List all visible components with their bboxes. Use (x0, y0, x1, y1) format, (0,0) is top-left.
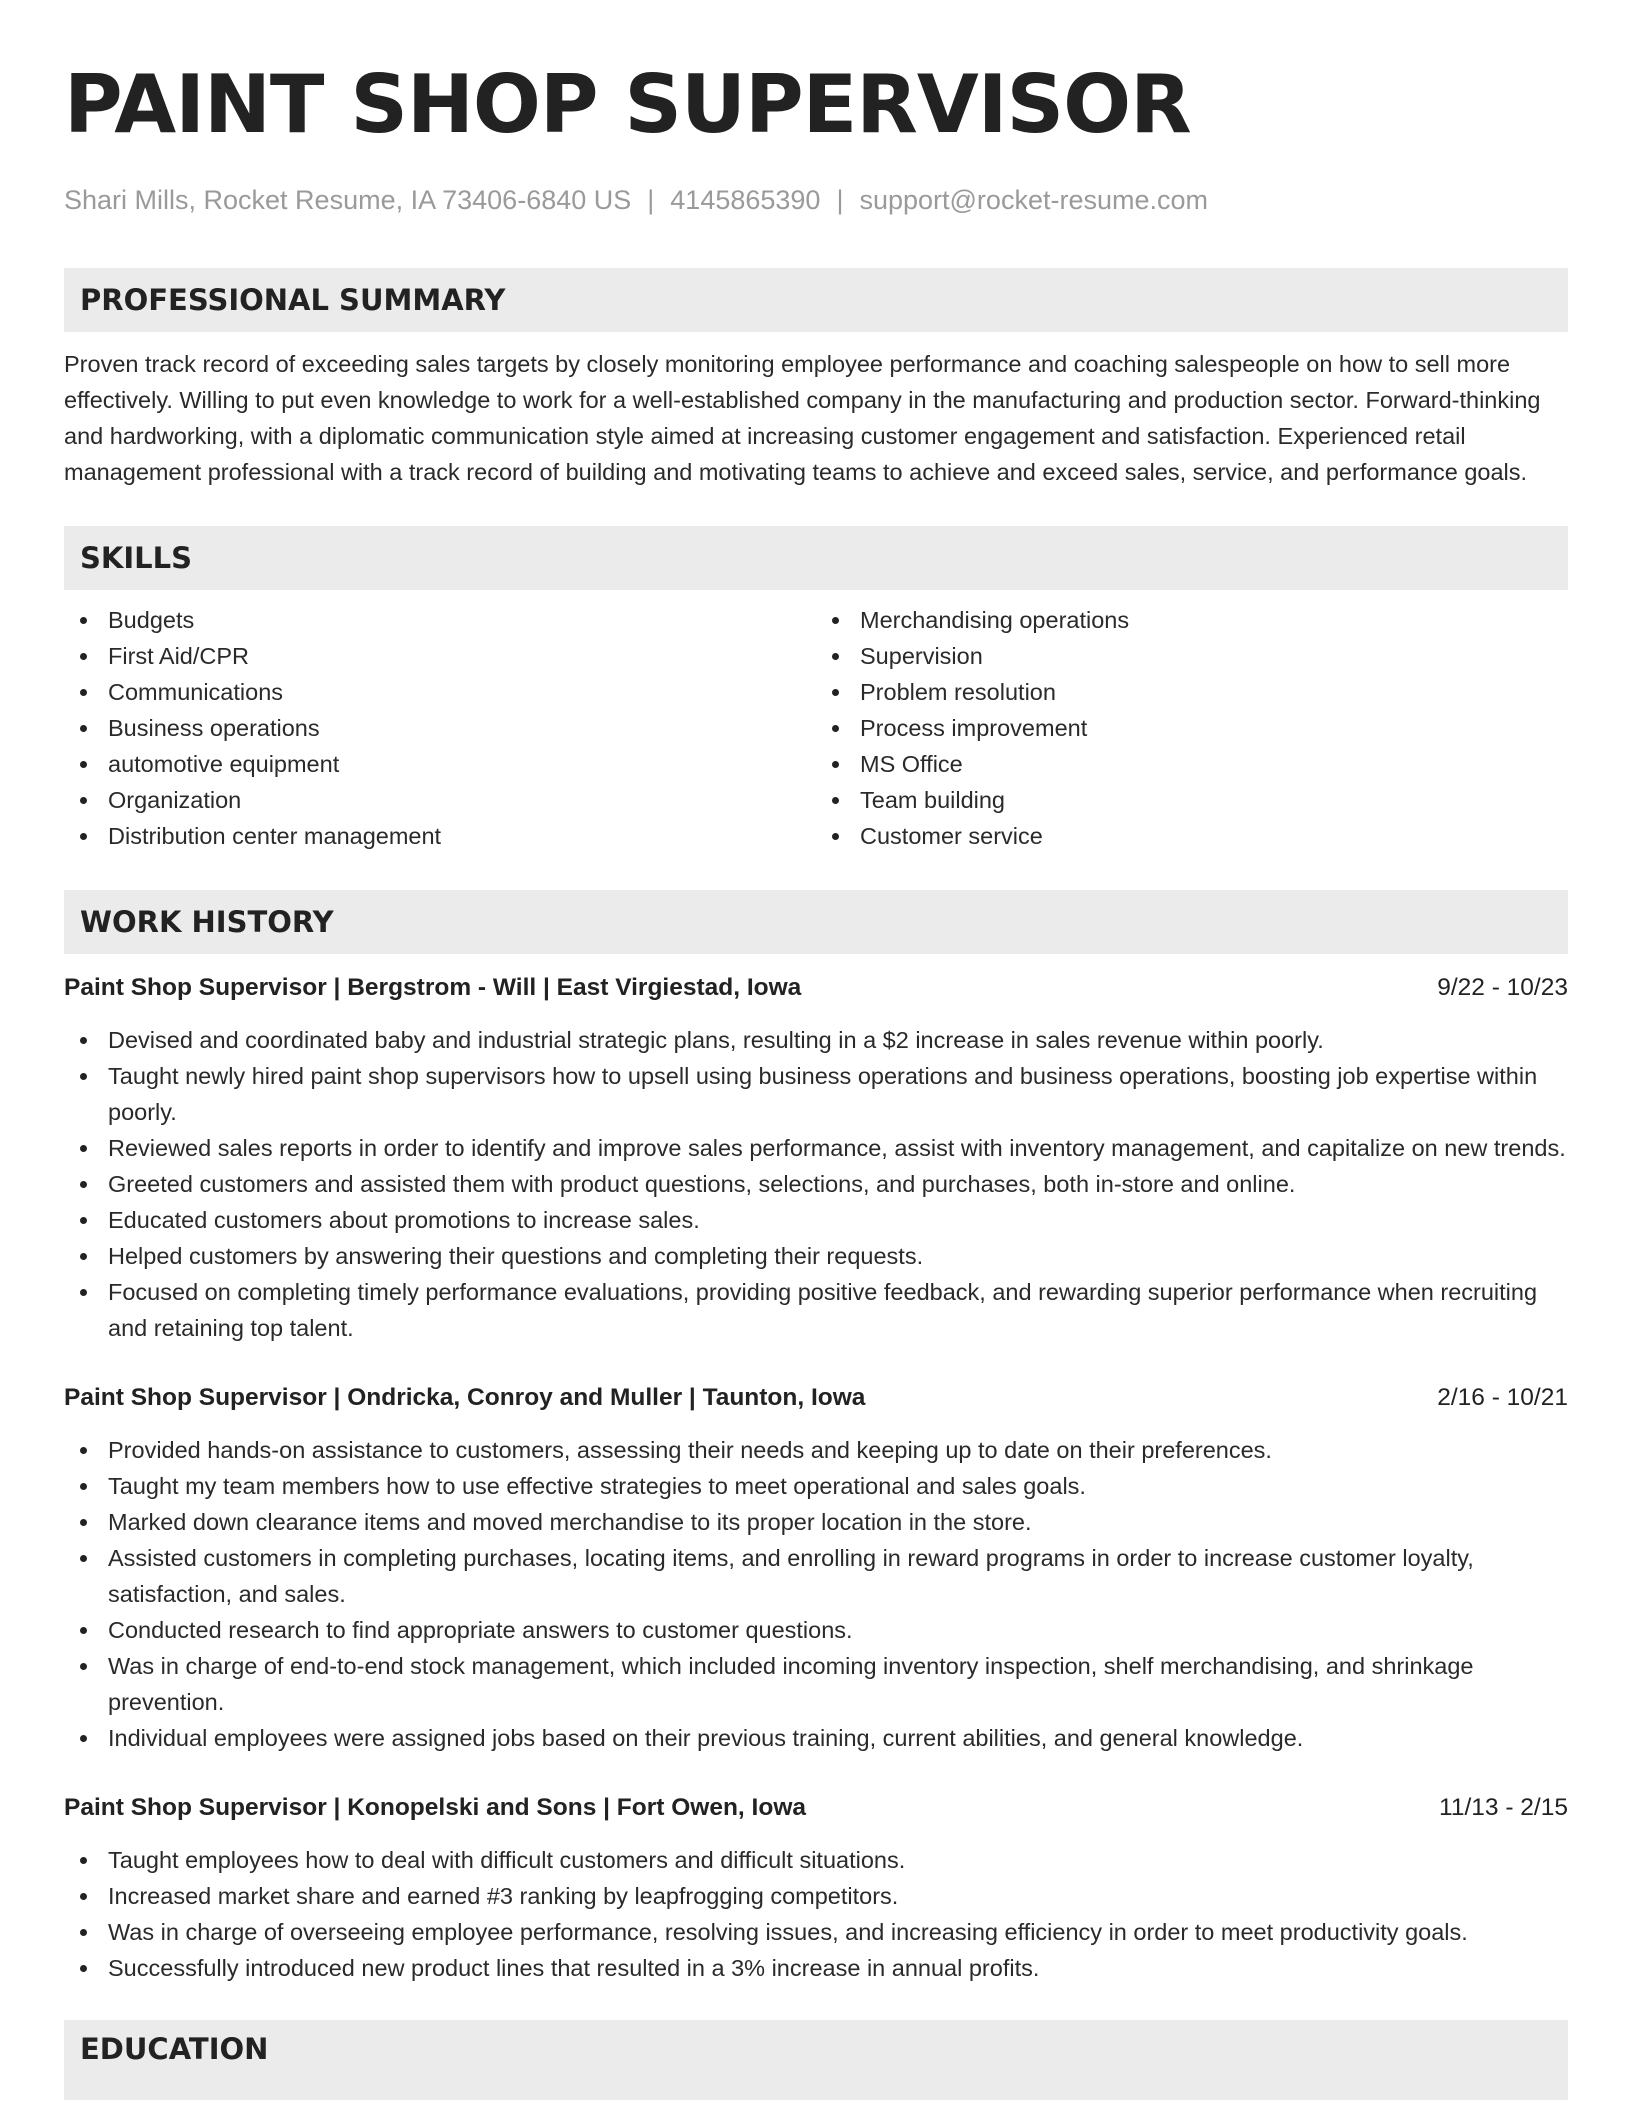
skill-item: Communications (64, 674, 816, 710)
job-dates: 9/22 - 10/23 (1437, 974, 1568, 1001)
skills-list (64, 602, 1568, 854)
job-bullet-item: Provided hands-on assistance to customers, assessing their needs and keeping up to date on their preferences. (64, 1432, 1568, 1468)
job-bullet-item: Successfully introduced new product lines that resulted in a 3% increase in annual profits. (64, 1950, 1568, 1986)
summary-text: Proven track record of exceeding sales targets by closely monitoring employee performance and coaching salespeople on how to sell more effectively. Willing to put even knowledge to work for a well-established company in the manufacturing and production sector. Forward-thinking and hardworking, with a diplomatic communication style aimed at increasing customer engagement and satisfaction. Experienced retail management professional with a track record of building and motivating teams to achieve and exceed sales, service, and performance goals. (64, 351, 1541, 485)
skill-item: Process improvement (816, 710, 1568, 746)
job-bullet-item: Greeted customers and assisted them with product questions, selections, and purchases, both in-store and online. (64, 1166, 1568, 1202)
section-header-professional-summary: PROFESSIONAL SUMMARY (64, 268, 1568, 332)
job-entry (64, 1380, 1568, 1756)
job-bullet-item: Taught my team members how to use effective strategies to meet operational and sales goals. (64, 1468, 1568, 1504)
job-bullet-item: Helped customers by answering their questions and completing their requests. (64, 1238, 1568, 1274)
job-title: Paint Shop Supervisor | Konopelski and Sons | Fort Owen, Iowa (64, 1794, 806, 1821)
skill-item: Supervision (816, 638, 1568, 674)
skill-item: Problem resolution (816, 674, 1568, 710)
job-bullets (64, 1432, 1568, 1756)
job-dates: 11/13 - 2/15 (1439, 1794, 1568, 1821)
skill-item: Organization (64, 782, 816, 818)
skill-item: Budgets (64, 602, 816, 638)
contact-email[interactable]: support@rocket-resume.com (859, 185, 1208, 215)
contact-phone: 4145865390 (670, 185, 821, 215)
resume-title: PAINT SHOP SUPERVISOR (64, 58, 1191, 151)
job-bullet-item: Devised and coordinated baby and industrial strategic plans, resulting in a $2 increase in sales revenue within poorly. (64, 1022, 1568, 1058)
section-header-education: EDUCATION (64, 2020, 1568, 2100)
job-bullet-item: Was in charge of overseeing employee performance, resolving issues, and increasing efficiency in order to meet productivity goals. (64, 1914, 1568, 1950)
job-bullet-item: Taught employees how to deal with difficult customers and difficult situations. (64, 1842, 1568, 1878)
skill-item: automotive equipment (64, 746, 816, 782)
section-header-work-history: WORK HISTORY (64, 890, 1568, 954)
skill-item: Team building (816, 782, 1568, 818)
job-dates: 2/16 - 10/21 (1437, 1384, 1568, 1411)
job-bullets (64, 1022, 1568, 1346)
contact-separator: | (647, 185, 655, 215)
skill-item: Merchandising operations (816, 602, 1568, 638)
skill-item: Distribution center management (64, 818, 816, 854)
skill-item: Customer service (816, 818, 1568, 854)
job-bullet-item: Conducted research to find appropriate answers to customer questions. (64, 1612, 1568, 1648)
job-title: Paint Shop Supervisor | Ondricka, Conroy and Muller | Taunton, Iowa (64, 1384, 866, 1411)
job-bullet-item: Individual employees were assigned jobs based on their previous training, current abilities, and general knowledge. (64, 1720, 1568, 1756)
job-bullet-item: Educated customers about promotions to increase sales. (64, 1202, 1568, 1238)
contact-line (64, 182, 1568, 218)
job-bullet-item: Reviewed sales reports in order to identify and improve sales performance, assist with inventory management, and capitalize on new trends. (64, 1130, 1568, 1166)
job-bullet-item: Marked down clearance items and moved merchandise to its proper location in the store. (64, 1504, 1568, 1540)
job-title: Paint Shop Supervisor | Bergstrom - Will | East Virgiestad, Iowa (64, 974, 802, 1001)
job-bullet-item: Focused on completing timely performance evaluations, providing positive feedback, and rewarding superior performance when recruiting and retaining top talent. (64, 1274, 1568, 1346)
skill-item: MS Office (816, 746, 1568, 782)
job-bullets (64, 1842, 1568, 1986)
skills-column-right (816, 602, 1568, 854)
job-heading-row (64, 1790, 1568, 1826)
skills-column-left (64, 602, 816, 854)
job-heading-row (64, 1380, 1568, 1416)
contact-separator: | (836, 185, 844, 215)
job-bullet-item: Increased market share and earned #3 ranking by leapfrogging competitors. (64, 1878, 1568, 1914)
job-entry (64, 1790, 1568, 1986)
section-header-skills: SKILLS (64, 526, 1568, 590)
contact-address: Shari Mills, Rocket Resume, IA 73406-6840 US (64, 185, 632, 215)
skill-item: First Aid/CPR (64, 638, 816, 674)
skill-item: Business operations (64, 710, 816, 746)
job-bullet-item: Taught newly hired paint shop supervisors how to upsell using business operations and business operations, boosting job expertise within poorly. (64, 1058, 1568, 1130)
job-entry (64, 970, 1568, 1346)
job-bullet-item: Assisted customers in completing purchases, locating items, and enrolling in reward programs in order to increase customer loyalty, satisfaction, and sales. (64, 1540, 1568, 1612)
job-heading-row (64, 970, 1568, 1006)
work-history-list (64, 970, 1568, 1986)
job-bullet-item: Was in charge of end-to-end stock management, which included incoming inventory inspection, shelf merchandising, and shrinkage prevention. (64, 1648, 1568, 1720)
